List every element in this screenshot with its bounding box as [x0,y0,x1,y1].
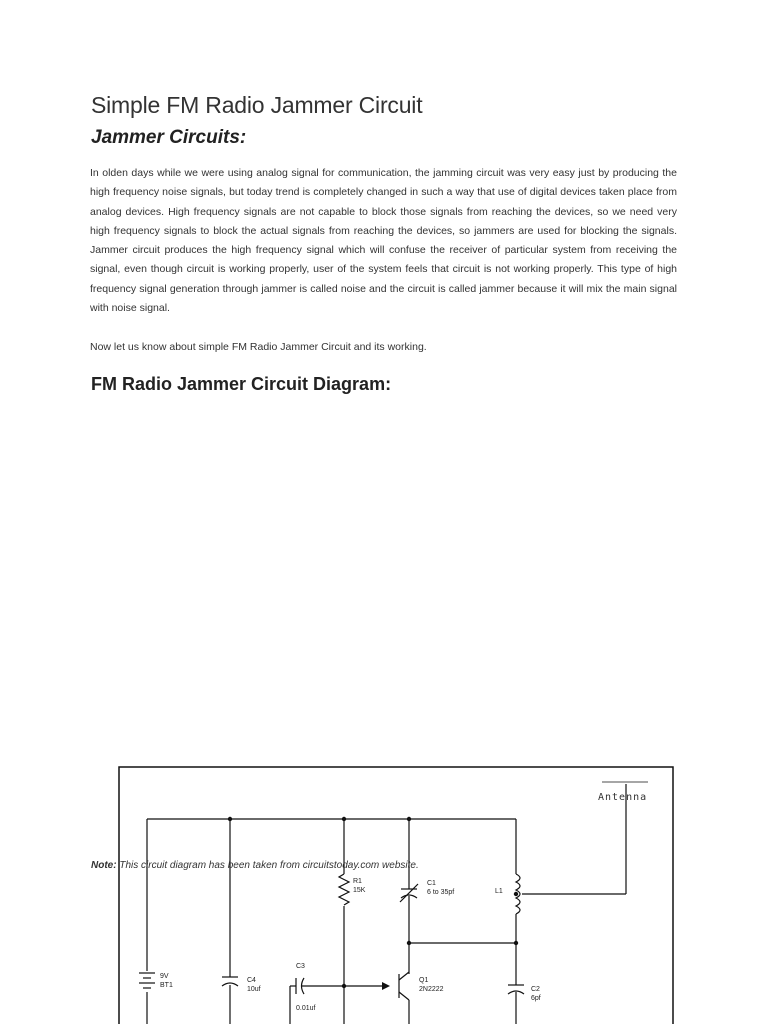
c3-value-label: 0.01uf [296,1005,316,1012]
c1-value-label: 6 to 35pf [427,889,455,896]
q1-ref-label: Q1 [419,977,429,984]
battery-ref-label: BT1 [160,982,173,989]
c2-ref-label: C2 [531,986,540,993]
c3-ref-label: C3 [296,963,305,970]
source-note [91,860,419,871]
c1-ref-label: C1 [427,880,436,887]
c2-value-label: 6pf [531,995,541,1002]
intro-paragraph: In olden days while we were using analog signal for communication, the jamming circuit was very easy just by producing the high frequency noise signals, but today trend is completely changed in such a way that use of digital devices taken place from analog devices. High frequency signals are not capable to block those signals from reaching the devices, so we need very high frequency signals to block the actual signals from reaching the devices, so jammers are used for blocking the signals. Jammer circuit produces the high frequency signal which will confuse the receiver of particular system from receiving the signal, even though circuit is working properly, user of the system feels that circuit is not working properly. This type of high frequency signal generation through jammer is called noise and the circuit is called jammer because it will mix the main signal with noise signal. [90,167,677,315]
q1-value-label: 2N2222 [419,986,444,993]
section-heading-circuit-diagram: FM Radio Jammer Circuit Diagram: [91,374,392,394]
note-label: Note: [91,860,117,871]
r1-value-label: 15K [353,887,366,894]
page-title: Simple FM Radio Jammer Circuit [91,92,423,118]
c4-value-label: 10uf [247,986,261,993]
diagram-frame [116,767,673,1024]
circuit-diagram [118,766,674,1024]
note-text: This circuit diagram has been taken from circuitstoday.com website. [116,860,419,871]
section-heading-jammer-circuits: Jammer Circuits: [91,127,247,148]
r1-ref-label: R1 [353,878,362,885]
c4-ref-label: C4 [247,977,256,984]
antenna-label: Antenna [598,792,648,803]
transition-paragraph: Now let us know about simple FM Radio Jammer Circuit and its working. [90,341,427,353]
l1-ref-label: L1 [495,888,503,895]
battery-name-label: 9V [160,973,169,980]
